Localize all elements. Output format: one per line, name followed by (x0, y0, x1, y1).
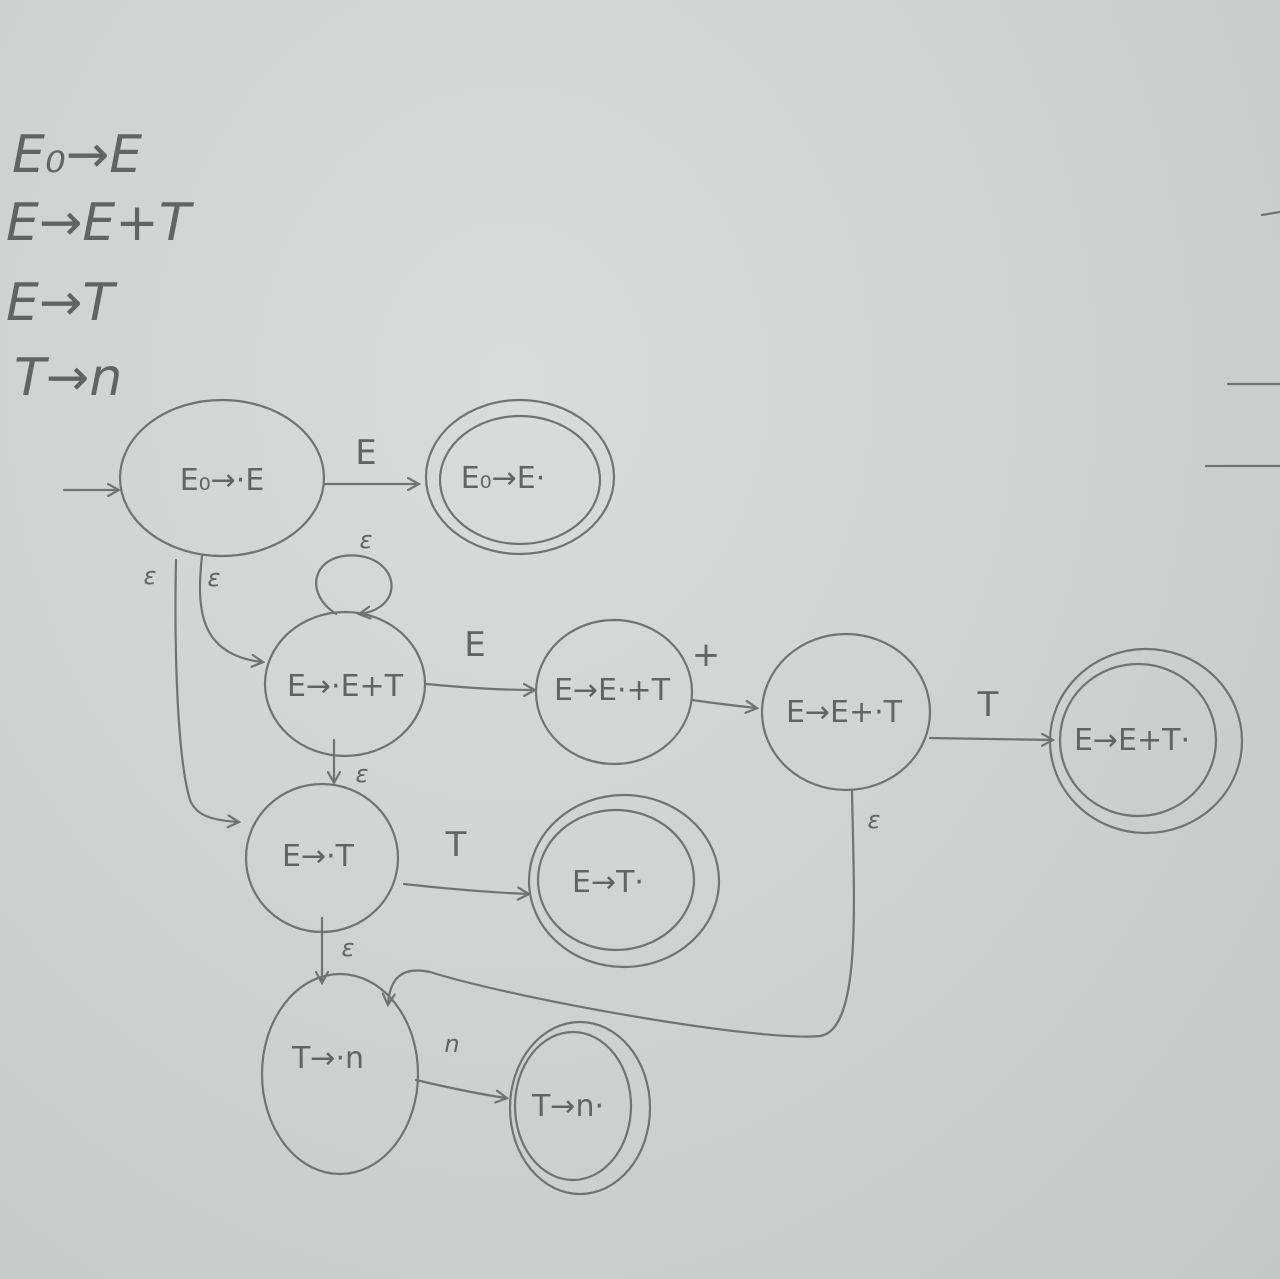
edge-s2-s3 (426, 625, 534, 690)
state-s7-accepting (529, 795, 719, 967)
state-label: E₀→·E (179, 463, 265, 498)
state-s1-accepting (426, 400, 614, 554)
edge-label: E (464, 625, 486, 665)
edge-label: ε (867, 806, 881, 834)
edge-s6-s7 (404, 825, 528, 894)
state-s5-accepting (1050, 649, 1242, 833)
edge-s0-s1 (324, 433, 418, 484)
edge-label: ε (143, 562, 157, 590)
edge-s0-s2 (200, 556, 262, 662)
state-label: E→E·+T (553, 673, 671, 708)
edge-label: ε (359, 526, 373, 554)
grammar-rule: E→T (6, 273, 115, 333)
edge-label: E (355, 433, 377, 473)
edge-label: + (691, 635, 721, 675)
edge-s2-self-loop (316, 526, 391, 614)
state-s6 (246, 784, 398, 932)
margin-scribbles (1206, 212, 1280, 466)
grammar-rules (6, 125, 195, 408)
state-s8 (262, 974, 418, 1174)
edge-s0-s6 (144, 560, 238, 822)
edge-label: ε (355, 760, 369, 788)
state-label: T→·n (291, 1041, 365, 1076)
state-label: E→·T (282, 839, 354, 874)
state-s9-accepting (510, 1022, 650, 1194)
edge-s2-s6 (334, 740, 369, 788)
edge-s8-s9 (416, 1030, 506, 1098)
state-label: E→·E+T (286, 669, 404, 704)
edge-label: T (445, 825, 467, 865)
state-s3 (536, 620, 692, 764)
edge-label: ε (341, 934, 355, 962)
grammar-rule: T→n (14, 348, 123, 408)
edge-s4-s5 (930, 685, 1052, 740)
edge-label: n (444, 1030, 460, 1058)
state-label: T→n· (531, 1089, 605, 1124)
state-label: E₀→E· (460, 461, 546, 496)
state-label: E→E+T· (1073, 723, 1191, 758)
edge-label: ε (207, 564, 221, 592)
edge-label: T (977, 685, 999, 725)
grammar-rule: E→E+T (6, 193, 191, 253)
state-s2 (265, 612, 425, 756)
state-label: E→T· (572, 865, 644, 900)
edge-s3-s4 (692, 635, 756, 708)
state-label: E→E+·T (785, 695, 903, 730)
state-s0 (120, 400, 324, 556)
state-s4 (762, 634, 930, 790)
grammar-rule: E₀→E (12, 125, 143, 185)
